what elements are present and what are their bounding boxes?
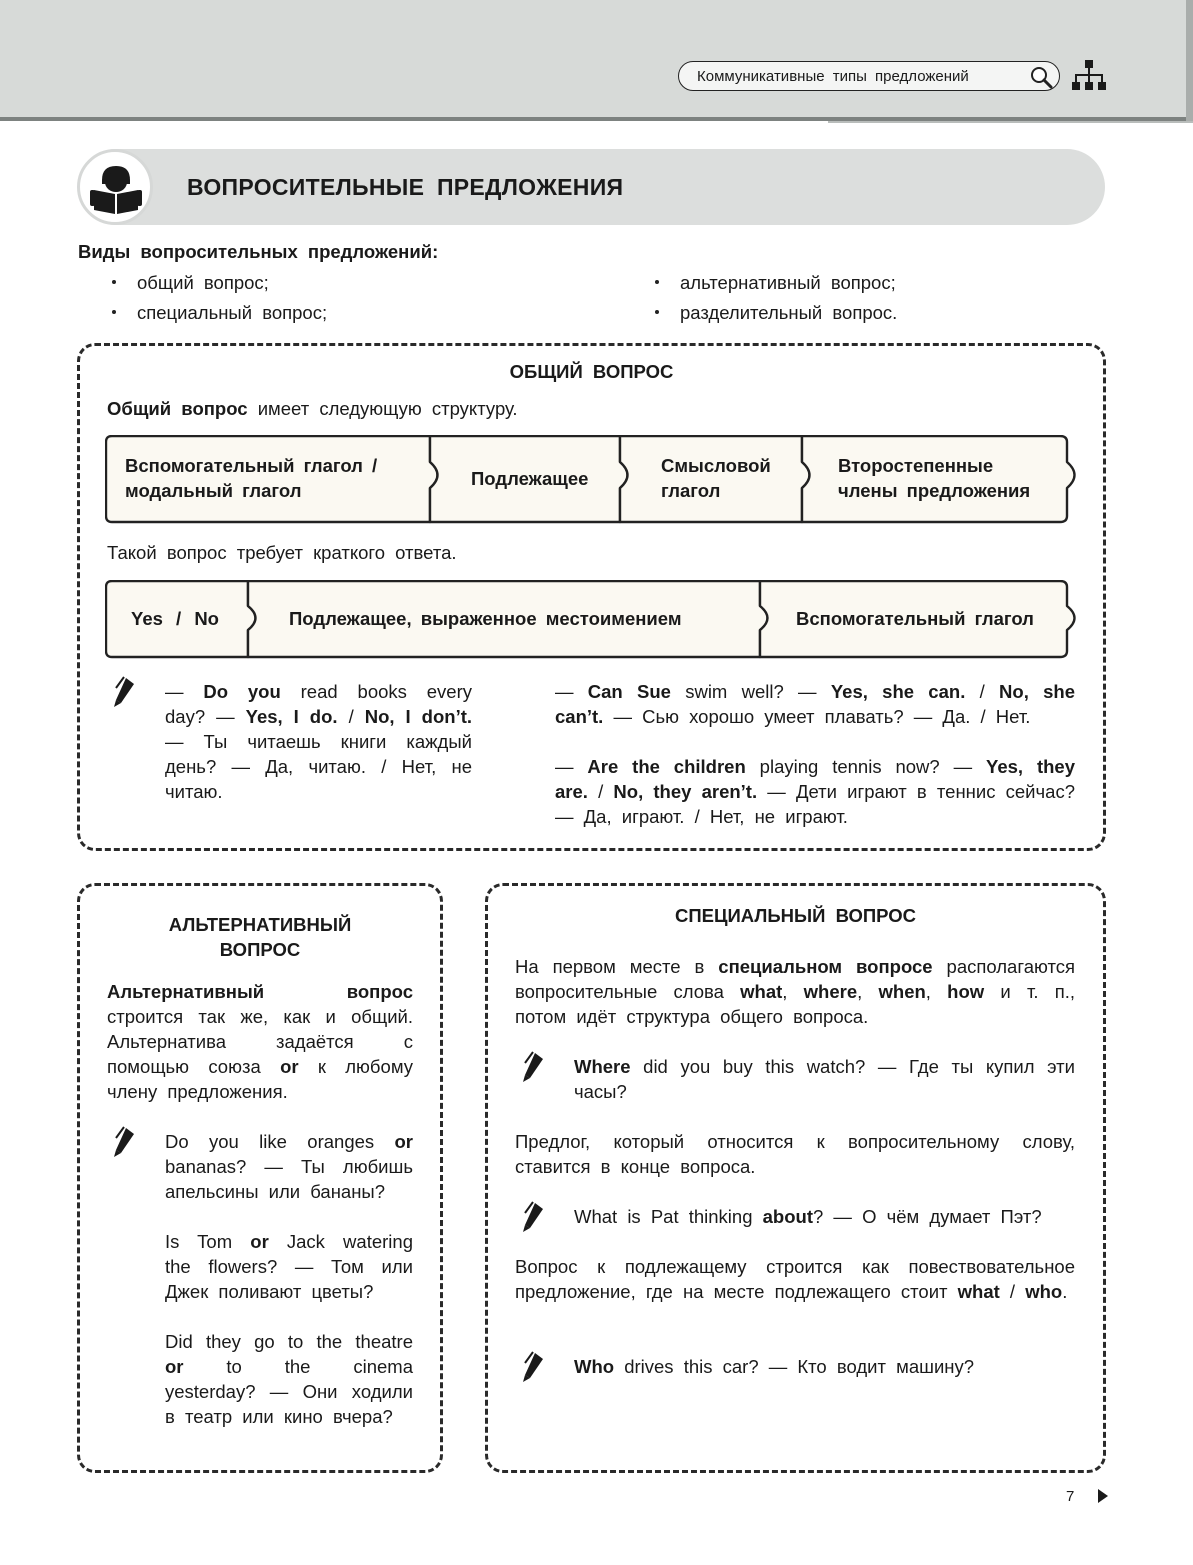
type-item: общий вопрос;	[137, 272, 269, 293]
body-text: playing tennis now? —	[745, 756, 987, 777]
section-search-text: Коммуникативные типы предложений	[697, 68, 969, 85]
alternative-intro	[107, 979, 413, 1104]
answer-slot-pronoun: Подлежащее, выраженное местоимением	[289, 608, 682, 629]
body-text: swim well? —	[670, 681, 831, 702]
subject-question-note	[515, 1254, 1075, 1304]
structure-slot-main-verb	[661, 453, 771, 503]
body-text: — Сью хорошо умеет плавать? — Да. / Нет.	[603, 706, 1031, 727]
special-intro	[515, 954, 1075, 1029]
emphasis-text: what	[740, 981, 783, 1002]
structure-slot-line: модальный глагол	[125, 480, 302, 501]
structure-slot-line: Второстепенные	[838, 455, 994, 476]
body-text: /	[965, 681, 1000, 702]
emphasis-text: how	[947, 981, 985, 1002]
types-heading: Виды вопросительных предложений:	[78, 241, 439, 262]
emphasis-text: Yes, they are.	[555, 756, 1076, 802]
body-text: ,	[782, 981, 804, 1002]
alternative-example	[165, 1329, 413, 1429]
emphasis-text: специальном вопросе	[718, 956, 933, 977]
type-item: альтернативный вопрос;	[680, 272, 896, 293]
body-text: —	[555, 756, 588, 777]
general-structure-diagram	[105, 435, 1095, 525]
emphasis-text: No, she can’t.	[555, 681, 1076, 727]
structure-slot-line: Смысловой	[661, 455, 771, 476]
structure-slot-secondary	[838, 453, 1030, 503]
type-item: разделительный вопрос.	[680, 302, 898, 323]
body-text: Did they go to the theatre	[165, 1331, 413, 1352]
general-intro-term: Общий вопрос	[107, 398, 248, 419]
alternative-example	[165, 1129, 413, 1204]
hierarchy-icon[interactable]	[1072, 60, 1106, 92]
body-text: /	[999, 1281, 1026, 1302]
body-text: — Дети играют в теннис сейчас? — Да, играют. / Нет, не играют.	[555, 781, 1075, 827]
emphasis-text: Альтернативный вопрос	[107, 981, 413, 1002]
general-example	[555, 679, 1075, 729]
structure-slot-subject	[471, 466, 588, 491]
general-intro	[107, 396, 518, 421]
emphasis-text: Who	[574, 1356, 615, 1377]
body-text: read books every day? —	[165, 681, 472, 727]
header-divider-accent	[828, 121, 1193, 123]
general-example	[165, 679, 472, 804]
body-text: Вопрос к подлежащему строится как повествовательное предложение, где на месте подлежащего стоит	[515, 1256, 1075, 1302]
emphasis-text: what	[957, 1281, 1000, 1302]
general-example	[555, 754, 1075, 829]
structure-slot-line: члены предложения	[838, 480, 1031, 501]
answer-structure-diagram	[105, 580, 1095, 660]
body-text: к любому члену предложения.	[107, 1056, 413, 1102]
body-text: Is Tom	[165, 1231, 251, 1252]
emphasis-text: Can Sue	[587, 681, 671, 702]
emphasis-text: or	[165, 1356, 184, 1377]
emphasis-text: or	[394, 1131, 413, 1152]
emphasis-text: or	[280, 1056, 299, 1077]
short-answer-note: Такой вопрос требует краткого ответа.	[107, 542, 457, 563]
section-search-pill[interactable]	[678, 61, 1060, 91]
emphasis-text: No, they aren’t.	[613, 781, 758, 802]
reader-badge	[77, 149, 153, 225]
preposition-note: Предлог, который относится к вопросительному слову, ставится в конце вопроса.	[515, 1131, 1075, 1177]
structure-slot-line: Вспомогательный глагол /	[125, 455, 378, 476]
alternative-example	[165, 1229, 413, 1304]
special-example	[574, 1354, 1075, 1379]
body-text: bananas? — Ты любишь апельсины или бананы?	[165, 1156, 413, 1202]
body-text: —	[555, 681, 588, 702]
triangle-right-icon[interactable]	[1097, 1488, 1109, 1504]
structure-slot-line: глагол	[661, 480, 721, 501]
body-text: Jack watering the flowers? — Том или Джек поливают цветы?	[165, 1231, 413, 1302]
alternative-heading	[77, 912, 443, 962]
body-text: ,	[925, 981, 948, 1002]
header-band	[0, 0, 1193, 117]
pen-icon	[110, 676, 136, 708]
body-text: /	[587, 781, 614, 802]
body-text: to the cinema yesterday? — Они ходили в театр или кино вчера?	[165, 1356, 413, 1427]
body-text: .	[1062, 1281, 1068, 1302]
emphasis-text: who	[1025, 1281, 1063, 1302]
emphasis-text: Yes, she can.	[830, 681, 966, 702]
alternative-heading-line: ВОПРОС	[219, 939, 301, 960]
body-text: —	[165, 681, 184, 702]
emphasis-text: Yes, I do.	[245, 706, 338, 727]
body-text: и т. п., потом идёт структура общего вопроса.	[515, 981, 1076, 1027]
pen-icon	[519, 1201, 545, 1233]
alternative-heading-line: АЛЬТЕРНАТИВНЫЙ	[168, 914, 352, 935]
body-text: What is Pat thinking	[574, 1206, 763, 1227]
structure-slot-auxiliary	[125, 453, 377, 503]
emphasis-text: about	[762, 1206, 813, 1227]
page-number: 7	[1066, 1488, 1075, 1505]
header-edge	[1186, 0, 1193, 121]
answer-slot-auxiliary: Вспомогательный глагол	[796, 608, 1034, 629]
magnifier-icon[interactable]	[1029, 65, 1053, 89]
emphasis-text: when	[878, 981, 926, 1002]
emphasis-text: or	[250, 1231, 269, 1252]
type-item: специальный вопрос;	[137, 302, 328, 323]
general-heading: ОБЩИЙ ВОПРОС	[509, 361, 674, 382]
emphasis-text: Are the children	[587, 756, 746, 777]
page-title: ВОПРОСИТЕЛЬНЫЕ ПРЕДЛОЖЕНИЯ	[187, 174, 624, 200]
body-text: Do you like oranges	[165, 1131, 395, 1152]
pen-icon	[110, 1126, 136, 1158]
answer-slot-yes-no: Yes / No	[131, 608, 219, 629]
general-intro-rest: имеет следующую структуру.	[247, 398, 518, 419]
body-text: строится так же, как и общий. Альтернатива задаётся с помощью союза	[107, 1006, 413, 1077]
pen-icon	[519, 1051, 545, 1083]
emphasis-text: No, I don’t.	[364, 706, 473, 727]
body-text: /	[337, 706, 365, 727]
special-example	[574, 1204, 1075, 1229]
emphasis-text: Where	[574, 1056, 631, 1077]
body-text: На первом месте в	[515, 956, 719, 977]
special-example	[574, 1054, 1075, 1104]
emphasis-text: Do you	[183, 681, 281, 702]
pen-icon	[519, 1351, 545, 1383]
special-heading: СПЕЦИАЛЬНЫЙ ВОПРОС	[674, 905, 916, 926]
body-text: ,	[857, 981, 879, 1002]
body-text: — Ты читаешь книги каждый день? — Да, читаю. / Нет, не читаю.	[165, 731, 472, 802]
reader-with-book-icon	[88, 160, 144, 216]
emphasis-text: where	[803, 981, 858, 1002]
body-text: did you buy this watch? — Где ты купил эти часы?	[574, 1056, 1075, 1102]
body-text: располагаются вопросительные слова	[515, 956, 1075, 1002]
body-text: ? — О чём думает Пэт?	[813, 1206, 1042, 1227]
body-text: drives this car? — Кто водит машину?	[614, 1356, 975, 1377]
structure-slot-line: Подлежащее	[471, 468, 589, 489]
